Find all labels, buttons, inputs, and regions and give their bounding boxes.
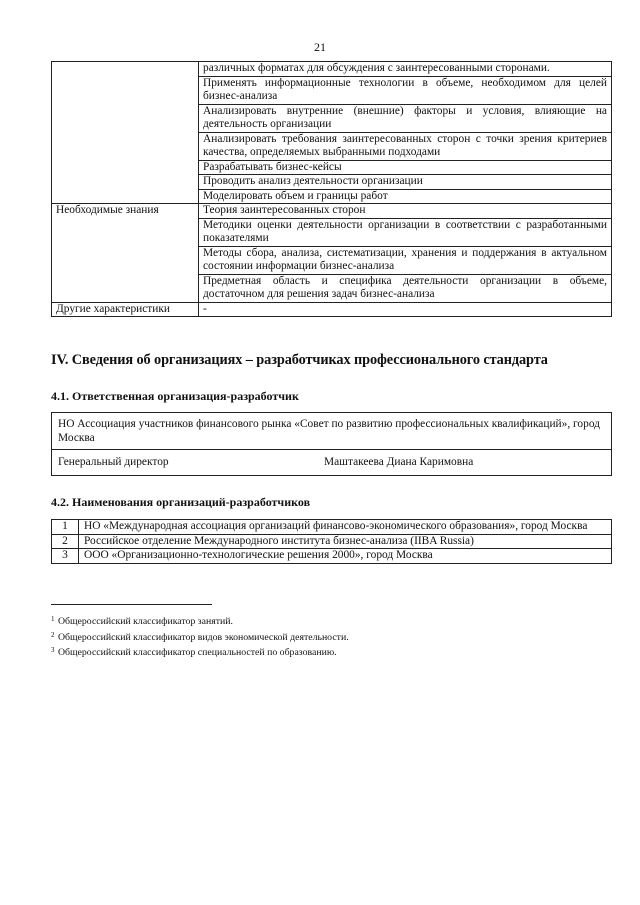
responsible-organization-box — [51, 412, 612, 476]
other-characteristics-value: - — [199, 302, 612, 317]
developer-name: ООО «Организационно-технологические решения 2000», город Москва — [79, 549, 612, 564]
knowledge-cell: Методы сбора, анализа, систематизации, хранения и поддержания в актуальном состоянии информации бизнес-анализа — [199, 246, 612, 274]
skill-cell: Применять информационные технологии в объеме, необходимом для целей бизнес-анализа — [199, 76, 612, 104]
skill-cell: Разрабатывать бизнес-кейсы — [199, 160, 612, 175]
knowledge-cell: Методики оценки деятельности организации в соответствии с разработанными показателями — [199, 218, 612, 246]
skill-cell: Анализировать внутренние (внешние) факторы и условия, влияющие на деятельность организации — [199, 104, 612, 132]
table-row — [52, 520, 612, 535]
developer-organizations-table — [51, 519, 612, 564]
footnote-text: Общероссийский классификатор видов экономической деятельности. — [57, 631, 349, 643]
director-name: Маштакеева Диана Каримовна — [324, 456, 474, 468]
footnote-separator — [51, 604, 212, 605]
skill-cell: различных форматах для обсуждения с заинтересованными сторонами. — [199, 62, 612, 77]
footnote-text: Общероссийский классификатор занятий. — [57, 616, 233, 627]
subsection-4-1-title: 4.1. Ответственная организация-разработчик — [51, 389, 299, 403]
table-row — [52, 302, 612, 317]
responsible-organization-name: НО Ассоциация участников финансового рынка «Совет по развитию профессиональных квалификаций», город Москва — [58, 418, 600, 444]
developer-name: НО «Международная ассоциация организаций финансово-экономического образования», город Москва — [79, 520, 612, 535]
skills-knowledge-table — [51, 61, 612, 317]
row-number: 1 — [52, 520, 79, 535]
other-characteristics-label: Другие характеристики — [52, 302, 199, 317]
knowledge-cell: Теория заинтересованных сторон — [199, 204, 612, 219]
row-number: 2 — [52, 534, 79, 549]
developer-name: Российское отделение Международного института бизнес-анализа (IIBA Russia) — [79, 534, 612, 549]
row-number: 3 — [52, 549, 79, 564]
table-row — [52, 204, 612, 219]
section-iv-title: IV. Сведения об организациях – разработчиках профессионального стандарта — [51, 352, 548, 368]
table-row — [52, 534, 612, 549]
footnotes — [51, 613, 349, 660]
footnote-mark: 2 — [51, 630, 55, 639]
table-row — [52, 62, 612, 77]
page-number: 21 — [314, 40, 326, 54]
footnote — [51, 644, 349, 660]
footnote — [51, 629, 349, 645]
knowledge-cell: Предметная область и специфика деятельности организации в объеме, достаточном для решения задач бизнес-анализа — [199, 274, 612, 302]
footnote-text: Общероссийский классификатор специальностей по образованию. — [57, 647, 337, 659]
skill-cell: Моделировать объем и границы работ — [199, 189, 612, 204]
skill-cell: Проводить анализ деятельности организации — [199, 175, 612, 190]
director-role: Генеральный директор — [58, 456, 169, 468]
footnote-mark: 1 — [51, 615, 55, 623]
skills-label-cell — [52, 62, 199, 204]
footnote — [51, 613, 349, 629]
box-divider — [52, 449, 611, 450]
skill-cell: Анализировать требования заинтересованных сторон с точки зрения критериев качества, определяемых выбранными подходами — [199, 132, 612, 160]
table-row — [52, 549, 612, 564]
knowledge-label: Необходимые знания — [52, 204, 199, 303]
footnote-mark: 3 — [51, 646, 55, 655]
subsection-4-2-title: 4.2. Наименования организаций-разработчиков — [51, 495, 311, 509]
